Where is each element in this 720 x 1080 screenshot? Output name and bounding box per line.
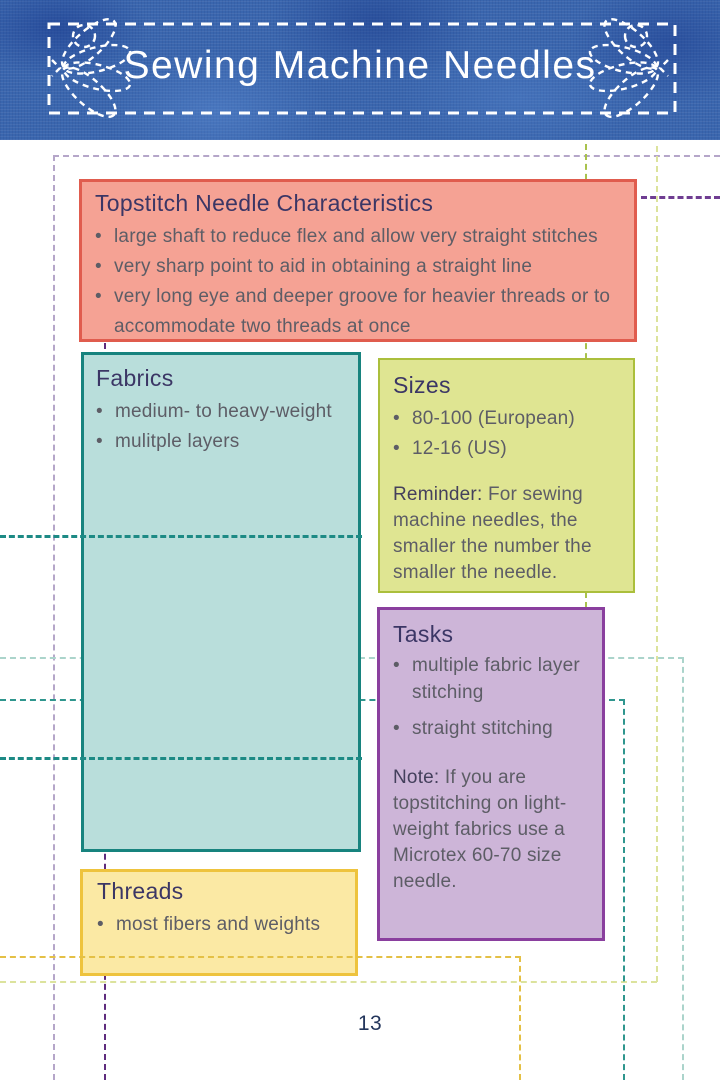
list-item: • straight stitching (393, 716, 596, 743)
threads-box (80, 869, 358, 976)
list-item: • medium- to heavy-weight (96, 397, 348, 427)
stitch-line-purple-right (641, 196, 720, 199)
stitch-line-pale-olive-horizontal (0, 981, 657, 983)
bullet-icon: • (393, 408, 400, 429)
tasks-note: Note: If you are topstitching on light-weight fabrics use a Microtex 60-70 size needle. (393, 766, 567, 892)
bullet-icon: • (95, 256, 102, 278)
characteristics-box (79, 179, 637, 342)
list-item: • 80-100 (European) (393, 404, 625, 434)
sizes-box (378, 358, 635, 593)
bullet-icon: • (97, 914, 104, 935)
bullet-icon: • (95, 226, 102, 247)
threads-title: Threads (97, 878, 184, 904)
sizes-reminder: Reminder: For sewing machine needles, the smaller the number the smaller the needle. (393, 484, 592, 584)
page-number: 13 (357, 1012, 383, 1035)
bullet-icon: • (96, 431, 103, 453)
fabrics-box (81, 352, 361, 852)
stitch-line-lavender-top (53, 155, 720, 157)
stitch-line-teal-lower (0, 757, 362, 760)
bullet-icon: • (96, 401, 103, 422)
list-item: • very sharp point to aid in obtaining a straight line (95, 252, 614, 282)
page-title: Sewing Machine Needles (123, 44, 597, 87)
stitch-line-gold-vertical (519, 956, 521, 1080)
tasks-title: Tasks (393, 621, 454, 647)
header-band (0, 0, 720, 140)
tasks-box (377, 607, 605, 941)
list-item: • multiple fabric layer stitching (393, 653, 596, 707)
list-item: • very long eye and deeper groove for heavier threads or to accommodate two threads at once (95, 282, 614, 342)
bullet-icon: • (393, 438, 400, 460)
note-label: Note: (393, 766, 440, 788)
bullet-icon: • (393, 655, 400, 676)
stitch-line-pale-olive-vertical (656, 146, 658, 982)
fabrics-title: Fabrics (96, 365, 174, 391)
bullet-icon: • (393, 717, 400, 739)
list-item: • 12-16 (US) (393, 434, 625, 464)
reminder-label: Reminder: (393, 484, 483, 506)
stitch-line-teal-upper (0, 535, 362, 538)
stitch-line-lavender-left (53, 155, 55, 1080)
stitch-line-gold-horizontal (0, 956, 521, 958)
list-item: • most fibers and weights (97, 910, 347, 940)
characteristics-title: Topstitch Needle Characteristics (95, 190, 434, 216)
bullet-icon: • (95, 286, 102, 308)
sizes-title: Sizes (393, 372, 451, 398)
list-item: • mulitple layers (96, 427, 348, 457)
list-item: • large shaft to reduce flex and allow very straight stitches (95, 222, 614, 252)
